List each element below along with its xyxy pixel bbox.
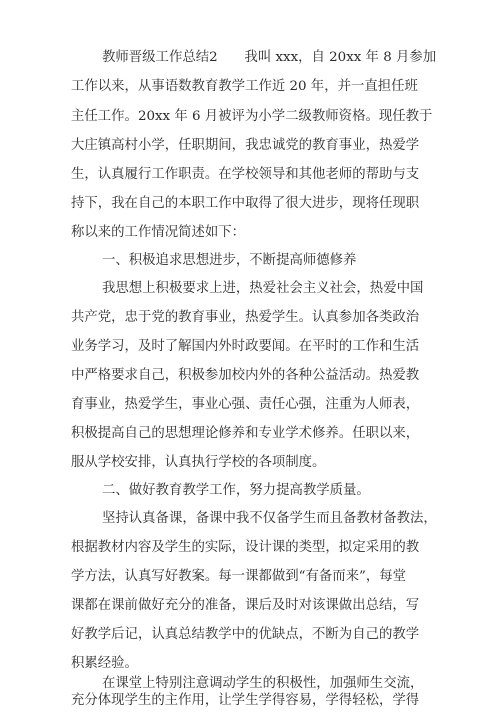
text-line: 在课堂上特别注意调动学生的积极性，加强师生交流， <box>102 676 424 691</box>
text-line: 业务学习，及时了解国内外时政要闻。在平时的工作和生活 <box>71 339 420 354</box>
text-line: 坚持认真备课，备课中我不仅备学生而且备教材备教法， <box>102 511 437 526</box>
text-line: 称以来的工作情况简述如下： <box>71 225 246 240</box>
text-line: 生，认真履行工作职责。在学校领导和其他老师的帮助与支 <box>71 167 420 182</box>
text-line: 持下，我在自己的本职工作中取得了很大进步，现将任现职 <box>71 196 420 211</box>
text-line: 学方法，认真写好教案。每一课都做到“有备而来”，每堂 <box>71 569 407 584</box>
text-line: 育事业，热爱学生，事业心强、责任心强，注重为人师表， <box>71 397 420 412</box>
text-line: 好教学后记，认真总结教学中的优缺点，不断为自己的教学 <box>71 627 420 642</box>
text-line: 我思想上积极要求上进，热爱社会主义社会，热爱中国 <box>102 281 424 296</box>
text-line: 积累经验。 <box>71 656 138 671</box>
text-line: 工作以来，从事语数教育教学工作近 20 年，并一直担任班 <box>71 79 418 94</box>
section-heading-1: 一、积极追求思想进步，不断提高师德修养 <box>102 253 357 268</box>
text-line: 中严格要求自己，积极参加校内外的各种公益活动。热爱教 <box>71 368 420 383</box>
text-line: 充分体现学生的主作用，让学生学得容易，学得轻松，学得 <box>71 693 420 708</box>
text-line: 积极提高自己的思想理论修养和专业学术修养。任职以来， <box>71 426 420 441</box>
text-line: 根据教材内容及学生的实际，设计课的类型，拟定采用的教 <box>71 540 420 555</box>
text-line: 主任工作。20xx 年 6 月被评为小学二级教师资格。现任教于 <box>71 109 433 124</box>
text-line: 共产党，忠于党的教育事业，热爱学生。认真参加各类政治 <box>71 310 420 325</box>
section-heading-2: 二、做好教育教学工作，努力提高教学质量。 <box>102 483 370 498</box>
text-line: 大庄镇高村小学，任职期间，我忠诚党的教育事业，热爱学 <box>71 138 420 153</box>
text-line: 课都在课前做好充分的准备，课后及时对该课做出总结，写 <box>71 598 420 613</box>
text-line: 教师晋级工作总结2 我叫 xxx，自 20xx 年 8 月参加 <box>102 50 437 65</box>
text-line: 服从学校安排，认真执行学校的各项制度。 <box>71 455 326 470</box>
